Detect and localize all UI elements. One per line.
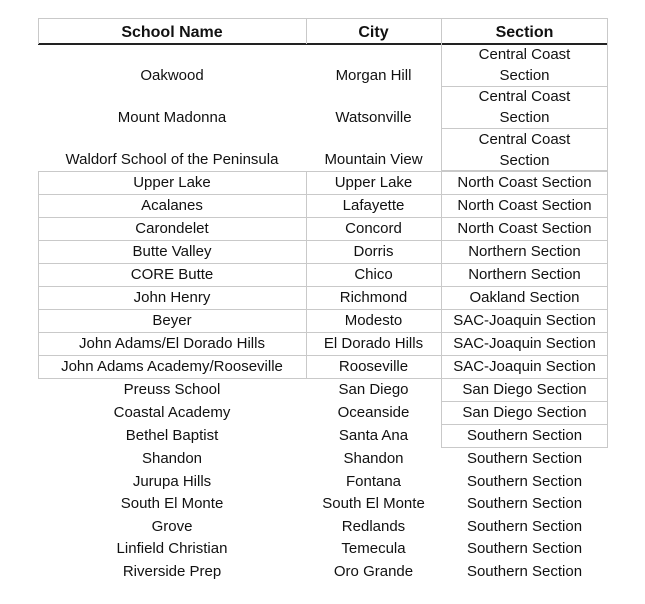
table-hline bbox=[38, 309, 608, 310]
city-cell: Shandon bbox=[343, 450, 404, 467]
section-cell: Southern Section bbox=[466, 495, 583, 512]
table-vline bbox=[441, 44, 442, 171]
table-vline bbox=[441, 18, 442, 44]
school-name-cell: Bethel Baptist bbox=[125, 427, 219, 444]
section-cell: Northern Section bbox=[468, 243, 581, 260]
section-cell: North Coast Section bbox=[457, 197, 592, 214]
city-cell: Lafayette bbox=[342, 197, 405, 214]
school-name-cell: Beyer bbox=[152, 312, 192, 329]
table-hline bbox=[441, 401, 608, 402]
school-name-cell: Preuss School bbox=[123, 381, 221, 398]
section-cell: Southern Section bbox=[466, 472, 583, 490]
city-cell: Concord bbox=[345, 220, 402, 237]
school-name-cell: Jurupa Hills bbox=[132, 472, 212, 490]
school-name-cell: John Adams/El Dorado Hills bbox=[79, 335, 265, 352]
section-cell: North Coast Section bbox=[457, 174, 592, 191]
header-section: Section bbox=[495, 23, 554, 41]
table-vline bbox=[306, 171, 307, 378]
school-name-cell: Butte Valley bbox=[132, 243, 212, 260]
school-name-cell: Carondelet bbox=[135, 220, 209, 237]
school-name-cell: Mount Madonna bbox=[117, 109, 227, 126]
school-name-cell: John Adams Academy/Rooseville bbox=[61, 358, 283, 375]
section-cell: San Diego Section bbox=[462, 404, 587, 421]
school-name-cell: Linfield Christian bbox=[116, 540, 228, 557]
city-cell: Watsonville bbox=[335, 109, 412, 126]
city-cell: Oceanside bbox=[337, 404, 410, 421]
school-name-cell: Oakwood bbox=[140, 67, 204, 84]
school-name-cell: Grove bbox=[151, 517, 193, 535]
table-hline bbox=[441, 86, 608, 87]
table-hline bbox=[38, 18, 608, 19]
table-hline bbox=[38, 332, 608, 333]
school-name-cell: Acalanes bbox=[141, 197, 203, 214]
city-cell: Upper Lake bbox=[334, 174, 413, 191]
table-vline bbox=[38, 18, 39, 44]
section-cell: Southern Section bbox=[466, 517, 583, 535]
section-cell: SAC-Joaquin Section bbox=[453, 335, 596, 352]
city-cell: Fontana bbox=[345, 472, 402, 490]
table-hline bbox=[441, 424, 608, 425]
table-hline bbox=[38, 378, 608, 379]
city-cell: Morgan Hill bbox=[335, 67, 412, 84]
table-hline bbox=[38, 286, 608, 287]
school-name-cell: South El Monte bbox=[120, 495, 224, 512]
school-name-cell: Waldorf School of the Peninsula bbox=[65, 151, 279, 168]
table-hline bbox=[441, 128, 608, 129]
table-hline bbox=[38, 240, 608, 241]
section-cell: Southern Section bbox=[466, 450, 583, 467]
section-cell: SAC-Joaquin Section bbox=[453, 312, 596, 329]
table-vline bbox=[607, 18, 608, 44]
city-cell: San Diego bbox=[338, 381, 409, 398]
section-cell: Northern Section bbox=[468, 266, 581, 283]
city-cell: Rooseville bbox=[338, 358, 409, 375]
table-hline bbox=[38, 171, 608, 172]
city-cell: Oro Grande bbox=[333, 563, 414, 580]
school-name-cell: Upper Lake bbox=[133, 174, 211, 191]
school-name-cell: CORE Butte bbox=[130, 266, 214, 283]
table-vline bbox=[607, 171, 608, 378]
section-cell: Central Coast Section bbox=[478, 130, 571, 169]
table-vline bbox=[38, 171, 39, 378]
city-cell: Modesto bbox=[344, 312, 403, 329]
school-name-cell: Shandon bbox=[141, 450, 203, 467]
city-cell: El Dorado Hills bbox=[323, 335, 424, 352]
section-cell: Southern Section bbox=[466, 563, 583, 580]
table-hline bbox=[38, 217, 608, 218]
table-hline bbox=[38, 43, 608, 45]
city-cell: Santa Ana bbox=[338, 427, 409, 444]
table-vline bbox=[441, 378, 442, 447]
table-hline bbox=[38, 263, 608, 264]
section-cell: North Coast Section bbox=[457, 220, 592, 237]
table-hline bbox=[38, 355, 608, 356]
table-vline bbox=[306, 18, 307, 44]
school-name-cell: John Henry bbox=[133, 289, 211, 306]
table-vline bbox=[607, 44, 608, 171]
table-hline bbox=[441, 447, 608, 448]
section-cell: SAC-Joaquin Section bbox=[453, 358, 596, 375]
school-name-cell: Riverside Prep bbox=[122, 563, 222, 580]
table-vline bbox=[441, 171, 442, 378]
city-cell: Mountain View bbox=[324, 151, 423, 168]
city-cell: Dorris bbox=[353, 243, 394, 260]
table-vline bbox=[607, 378, 608, 447]
city-cell: Temecula bbox=[341, 540, 406, 557]
section-cell: Southern Section bbox=[466, 427, 583, 444]
section-cell: Central Coast Section bbox=[478, 46, 571, 84]
city-cell: Chico bbox=[354, 266, 393, 283]
section-cell: Southern Section bbox=[466, 540, 583, 557]
section-cell: San Diego Section bbox=[462, 381, 587, 398]
city-cell: Redlands bbox=[341, 517, 406, 535]
header-school-name: School Name bbox=[121, 23, 223, 41]
table-hline bbox=[38, 194, 608, 195]
school-name-cell: Coastal Academy bbox=[113, 404, 231, 421]
section-cell: Central Coast Section bbox=[478, 88, 571, 126]
city-cell: Richmond bbox=[339, 289, 408, 306]
header-city: City bbox=[358, 23, 389, 41]
city-cell: South El Monte bbox=[322, 495, 425, 512]
section-cell: Oakland Section bbox=[469, 289, 580, 306]
